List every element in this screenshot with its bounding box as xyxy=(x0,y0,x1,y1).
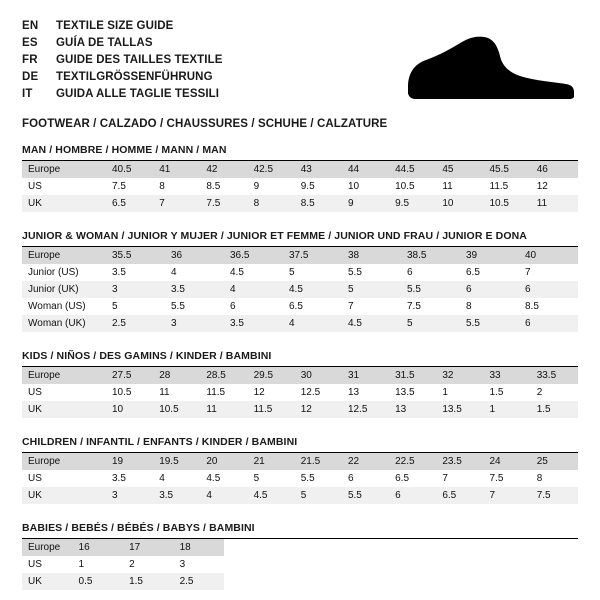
cell: 5.5 xyxy=(171,301,185,312)
block-title: JUNIOR & WOMAN / JUNIOR Y MUJER / JUNIOR ET FEMME / JUNIOR UND FRAU / JUNIOR E DONA xyxy=(22,230,527,242)
size-table xyxy=(22,367,578,418)
row-label: US xyxy=(28,559,42,570)
row-label: Europe xyxy=(22,247,106,264)
cell: 6 xyxy=(519,315,578,332)
cell: 6 xyxy=(460,281,519,298)
cell: 19 xyxy=(106,453,153,470)
size-table xyxy=(22,453,578,504)
cell: 4 xyxy=(159,473,165,484)
cell: 7.5 xyxy=(531,487,578,504)
language-code: DE xyxy=(22,71,39,83)
table-row xyxy=(22,487,578,504)
table-row xyxy=(22,264,578,281)
cell: 18 xyxy=(174,539,225,556)
cell: 11.5 xyxy=(206,387,226,398)
cell: 5.5 xyxy=(300,473,315,484)
cell: 5 xyxy=(289,267,295,278)
cell: 5 xyxy=(253,473,260,484)
cell: 3.5 xyxy=(165,281,224,298)
cell: 23.5 xyxy=(436,453,483,470)
row-label: Junior (US) xyxy=(28,267,79,278)
cell: 38.5 xyxy=(401,247,460,264)
cell: 12 xyxy=(253,387,265,398)
row-label: Europe xyxy=(22,453,106,470)
cell: 4.5 xyxy=(283,281,342,298)
cell: 42 xyxy=(200,161,247,178)
cell: 6 xyxy=(407,267,413,278)
cell: 2.5 xyxy=(174,573,225,590)
cell: 5 xyxy=(295,487,342,504)
cell: 6 xyxy=(389,487,436,504)
cell: 3.5 xyxy=(153,487,200,504)
cell: 4 xyxy=(224,281,283,298)
row-label: Junior (UK) xyxy=(22,281,106,298)
language-code: EN xyxy=(22,20,39,32)
table-row xyxy=(22,247,578,264)
cell: 1.5 xyxy=(531,401,578,418)
cell: 32 xyxy=(436,367,483,384)
cell: 13 xyxy=(347,387,360,398)
row-label: UK xyxy=(22,195,106,212)
cell: 8 xyxy=(536,473,543,484)
cell: 4.5 xyxy=(342,315,401,332)
cell: 13.5 xyxy=(395,387,415,398)
row-label: UK xyxy=(22,573,73,590)
cell: 1 xyxy=(484,401,531,418)
cell: 43 xyxy=(295,161,342,178)
cell: 29.5 xyxy=(248,367,295,384)
language-title: GUIDE DES TAILLES TEXTILE xyxy=(56,54,223,66)
cell: 6.5 xyxy=(106,195,153,212)
cell: 44 xyxy=(342,161,389,178)
cell: 2.5 xyxy=(106,315,165,332)
cell: 1 xyxy=(78,559,85,570)
cell: 9.5 xyxy=(300,181,315,192)
cell: 37.5 xyxy=(283,247,342,264)
table-row xyxy=(22,573,578,590)
cell: 5.5 xyxy=(342,487,389,504)
cell: 8.5 xyxy=(525,301,539,312)
cell: 11.5 xyxy=(248,401,295,418)
cell: 5.5 xyxy=(460,315,519,332)
cell: 2 xyxy=(536,387,543,398)
cell: 6.5 xyxy=(395,473,410,484)
cell: 3 xyxy=(106,281,165,298)
cell: 4.5 xyxy=(248,487,295,504)
cell: 6.5 xyxy=(436,487,483,504)
cell: 3.5 xyxy=(112,473,126,484)
spacer-cell xyxy=(224,556,578,573)
cell: 5 xyxy=(112,301,118,312)
spacer-cell xyxy=(224,573,578,590)
cell: 5 xyxy=(401,315,460,332)
cell: 6 xyxy=(230,301,236,312)
size-table xyxy=(22,161,578,212)
cell: 21 xyxy=(248,453,295,470)
cell: 7 xyxy=(525,267,531,278)
table-row xyxy=(22,195,578,212)
cell: 30 xyxy=(295,367,342,384)
cell: 11 xyxy=(159,387,170,398)
cell: 11 xyxy=(200,401,247,418)
cell: 3.5 xyxy=(112,267,126,278)
cell: 31.5 xyxy=(389,367,436,384)
size-block-kids xyxy=(22,350,578,418)
size-block-babies xyxy=(22,522,578,590)
cell: 10 xyxy=(106,401,153,418)
cell: 10.5 xyxy=(153,401,200,418)
cell: 4 xyxy=(171,267,177,278)
cell: 4.5 xyxy=(206,473,221,484)
cell: 9 xyxy=(253,181,260,192)
cell: 45.5 xyxy=(484,161,531,178)
cell: 5 xyxy=(342,281,401,298)
cell: 10.5 xyxy=(112,387,132,398)
cell: 13 xyxy=(389,401,436,418)
cell: 7 xyxy=(153,195,200,212)
size-block-man xyxy=(22,144,578,212)
cell: 27.5 xyxy=(106,367,153,384)
cell: 0.5 xyxy=(73,573,124,590)
language-title: TEXTILGRÖSSENFÜHRUNG xyxy=(56,71,213,83)
language-row xyxy=(22,18,578,35)
cell: 10.5 xyxy=(395,181,415,192)
cell: 41 xyxy=(153,161,200,178)
table-row xyxy=(22,281,578,298)
cell: 21.5 xyxy=(295,453,342,470)
cell: 1.5 xyxy=(123,573,174,590)
row-label: Europe xyxy=(22,161,106,178)
cell: 12 xyxy=(295,401,342,418)
cell: 35.5 xyxy=(106,247,165,264)
row-label: US xyxy=(28,387,42,398)
cell: 12 xyxy=(536,181,548,192)
language-title: GUIDA ALLE TAGLIE TESSILI xyxy=(56,88,220,100)
table-row xyxy=(22,470,578,487)
cell: 38 xyxy=(342,247,401,264)
size-block-junior-woman xyxy=(22,230,578,332)
cell: 11 xyxy=(531,195,578,212)
cell: 20 xyxy=(200,453,247,470)
block-title: KIDS / NIÑOS / DES GAMINS / KINDER / BAMBINI xyxy=(22,350,272,362)
cell: 3 xyxy=(179,559,186,570)
spacer-cell xyxy=(224,539,578,556)
cell: 8 xyxy=(248,195,295,212)
row-label: UK xyxy=(22,487,106,504)
table-row xyxy=(22,453,578,470)
language-code: ES xyxy=(22,37,38,49)
cell: 13.5 xyxy=(436,401,483,418)
cell: 12.5 xyxy=(342,401,389,418)
cell: 3 xyxy=(165,315,224,332)
language-code: FR xyxy=(22,54,38,66)
cell: 33.5 xyxy=(531,367,578,384)
cell: 45 xyxy=(436,161,483,178)
cell: 28 xyxy=(153,367,200,384)
row-label: US xyxy=(28,473,42,484)
table-row xyxy=(22,539,578,556)
cell: 46 xyxy=(531,161,578,178)
cell: 22.5 xyxy=(389,453,436,470)
block-title: BABIES / BEBÉS / BÉBÉS / BABYS / BAMBINI xyxy=(22,522,255,534)
cell: 3.5 xyxy=(224,315,283,332)
row-label: Europe xyxy=(22,539,73,556)
cell: 33 xyxy=(484,367,531,384)
cell: 6 xyxy=(519,281,578,298)
table-row xyxy=(22,367,578,384)
cell: 39 xyxy=(460,247,519,264)
cell: 6.5 xyxy=(289,301,303,312)
cell: 36.5 xyxy=(224,247,283,264)
language-title: GUÍA DE TALLAS xyxy=(56,37,153,49)
cell: 25 xyxy=(531,453,578,470)
cell: 4.5 xyxy=(230,267,244,278)
cell: 11 xyxy=(442,181,453,192)
dress-shoe-icon xyxy=(396,34,576,104)
cell: 7.5 xyxy=(489,473,504,484)
cell: 24 xyxy=(484,453,531,470)
cell: 2 xyxy=(129,559,135,570)
cell: 8 xyxy=(159,181,165,192)
cell: 16 xyxy=(73,539,124,556)
cell: 4 xyxy=(200,487,247,504)
cell: 7.5 xyxy=(407,301,421,312)
cell: 8.5 xyxy=(206,181,221,192)
cell: 6.5 xyxy=(466,267,480,278)
table-row xyxy=(22,161,578,178)
cell: 22 xyxy=(342,453,389,470)
page-title: FOOTWEAR / CALZADO / CHAUSSURES / SCHUHE / CALZATURE xyxy=(22,118,388,130)
cell: 40 xyxy=(519,247,578,264)
cell: 7 xyxy=(348,301,354,312)
cell: 28.5 xyxy=(200,367,247,384)
block-title: CHILDREN / INFANTIL / ENFANTS / KINDER / BAMBINI xyxy=(22,436,298,448)
cell: 7.5 xyxy=(112,181,126,192)
cell: 12.5 xyxy=(300,387,321,398)
table-row xyxy=(22,298,578,315)
table-row xyxy=(22,315,578,332)
row-label: US xyxy=(28,181,42,192)
document-header xyxy=(22,18,578,130)
cell: 6 xyxy=(347,473,354,484)
cell: 42.5 xyxy=(248,161,295,178)
size-table xyxy=(22,539,578,590)
cell: 10 xyxy=(436,195,483,212)
language-code: IT xyxy=(22,88,33,100)
block-title: MAN / HOMBRE / HOMME / MANN / MAN xyxy=(22,144,227,156)
table-row xyxy=(22,384,578,401)
cell: 9 xyxy=(342,195,389,212)
cell: 8.5 xyxy=(295,195,342,212)
size-block-children xyxy=(22,436,578,504)
cell: 19.5 xyxy=(153,453,200,470)
cell: 44.5 xyxy=(389,161,436,178)
table-row xyxy=(22,401,578,418)
size-table xyxy=(22,247,578,332)
cell: 1 xyxy=(442,387,448,398)
row-label: Woman (US) xyxy=(28,301,86,312)
cell: 36 xyxy=(165,247,224,264)
cell: 40.5 xyxy=(106,161,153,178)
cell: 11.5 xyxy=(489,181,509,192)
cell: 4 xyxy=(283,315,342,332)
cell: 31 xyxy=(342,367,389,384)
cell: 7 xyxy=(484,487,531,504)
row-label: UK xyxy=(22,401,106,418)
cell: 7.5 xyxy=(200,195,247,212)
cell: 1.5 xyxy=(489,387,504,398)
cell: 10.5 xyxy=(484,195,531,212)
row-label: Europe xyxy=(22,367,106,384)
table-row xyxy=(22,556,578,573)
table-row xyxy=(22,178,578,195)
cell: 10 xyxy=(347,181,360,192)
cell: 5.5 xyxy=(348,267,362,278)
row-label: Woman (UK) xyxy=(22,315,106,332)
cell: 8 xyxy=(466,301,472,312)
language-title: TEXTILE SIZE GUIDE xyxy=(56,20,174,32)
cell: 3 xyxy=(106,487,153,504)
cell: 7 xyxy=(442,473,448,484)
cell: 17 xyxy=(123,539,174,556)
cell: 9.5 xyxy=(389,195,436,212)
cell: 5.5 xyxy=(401,281,460,298)
